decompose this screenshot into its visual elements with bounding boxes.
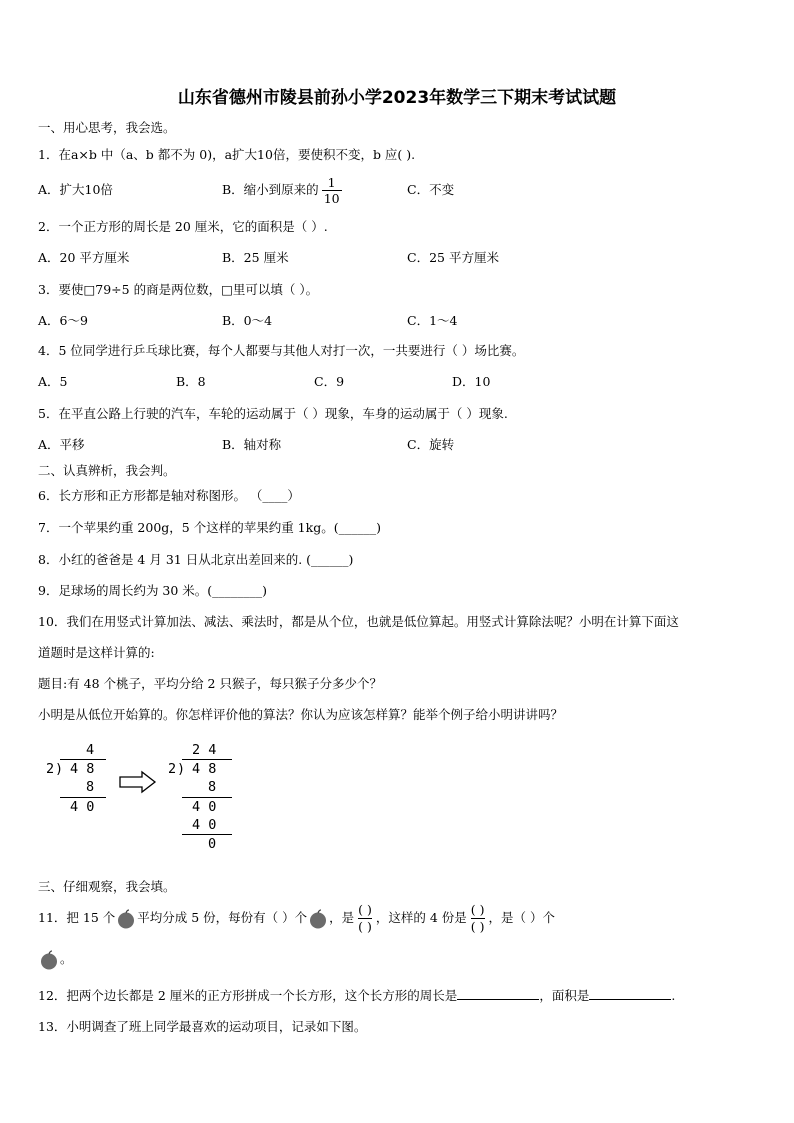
right-arrow-icon <box>118 770 158 794</box>
question-10-line-1: 10．我们在用竖式计算加法、减法、乘法时，都是从个位，也就是低位算起。用竖式计算除法呢？小明在计算下面这 <box>38 614 679 629</box>
q4-option-a: A．5 <box>38 374 68 389</box>
blank-denominator: ( ) <box>470 919 485 934</box>
question-12 <box>38 987 675 1005</box>
section-1-heading: 一、用心思考，我会选。 <box>38 120 176 135</box>
question-11-line-2 <box>38 948 73 970</box>
blank-numerator: ( ) <box>470 902 485 917</box>
apple-icon <box>116 909 136 929</box>
question-10-line-3: 题目:有 48 个桃子，平均分给 2 只猴子，每只猴子分多少个？ <box>38 676 382 691</box>
page-title: 山东省德州市陵县前孙小学2023年数学三下期末考试试题 <box>177 88 617 108</box>
q1-option-c: C．不变 <box>407 182 455 197</box>
q3-option-c: C．1～4 <box>407 313 458 328</box>
q5-option-c: C．旋转 <box>407 437 455 452</box>
perimeter-answer-blank[interactable] <box>457 987 539 1000</box>
right-step-line-1 <box>182 797 232 798</box>
q1-option-b-text: B．缩小到原来的 <box>222 182 319 197</box>
question-10-line-4: 小明是从低位开始算的。你怎样评价他的算法？你认为应该怎样算？能举个例子给小明讲讲吗？ <box>38 707 564 722</box>
apple-icon <box>308 909 328 929</box>
right-step-1: 8 <box>208 779 217 795</box>
q5-option-b: B．轴对称 <box>222 437 282 452</box>
right-step-line-2 <box>182 834 232 835</box>
question-1-stem: 1．在a×b 中（a、b 都不为 0)，a扩大10倍，要使积不变，b 应( ). <box>38 147 416 162</box>
blank-numerator: ( ) <box>358 902 372 917</box>
question-2-stem: 2．一个正方形的周长是 20 厘米，它的面积是（ ）. <box>38 219 328 234</box>
q11-text-1: 11．把 15 个 <box>38 910 116 925</box>
q2-option-b: B．25 厘米 <box>222 250 289 265</box>
fraction-denominator: 10 <box>323 191 340 206</box>
q3-option-a: A．6～9 <box>38 313 88 328</box>
left-dividend: 4 8 <box>70 761 95 777</box>
q2-option-a: A．20 平方厘米 <box>38 250 130 265</box>
left-quotient: 4 <box>86 742 95 758</box>
blank-denominator: ( ) <box>358 919 372 934</box>
blank-fraction-1 <box>358 902 372 935</box>
question-11-line-1 <box>38 898 555 938</box>
fraction-one-tenth <box>322 175 342 206</box>
q3-option-b: B．0～4 <box>222 313 273 328</box>
section-2-heading: 二、认真辨析，我会判。 <box>38 463 176 478</box>
q12-text-1: 12．把两个边长都是 2 厘米的正方形拼成一个长方形，这个长方形的周长是 <box>38 988 458 1003</box>
q2-option-c: C．25 平方厘米 <box>407 250 499 265</box>
question-6: 6．长方形和正方形都是轴对称图形。 （____） <box>38 488 300 503</box>
q4-option-b: B．8 <box>176 374 206 389</box>
question-7: 7．一个苹果约重 200g，5 个这样的苹果约重 1kg。(______) <box>38 520 381 535</box>
q4-option-d: D．10 <box>452 374 491 389</box>
left-bracket: ) <box>55 761 64 777</box>
q11-text-5: ，是（ ）个 <box>488 910 556 925</box>
question-5-stem: 5．在平直公路上行驶的汽车，车轮的运动属于（ ）现象，车身的运动属于（ ）现象. <box>38 406 508 421</box>
blank-fraction-2 <box>471 902 485 935</box>
fraction-numerator: 1 <box>322 175 342 191</box>
question-4-stem: 4．5 位同学进行乒乓球比赛，每个人都要与其他人对打一次，一共要进行（ ）场比赛。 <box>38 343 525 358</box>
right-step-2: 4 0 <box>192 799 217 815</box>
q11-ending: 。 <box>60 951 73 966</box>
q12-text-3: . <box>671 988 676 1003</box>
question-10-line-2: 道题时是这样计算的: <box>38 645 155 660</box>
q11-text-3: ，是 <box>329 910 355 925</box>
left-step-line <box>60 797 106 798</box>
section-3-heading: 三、仔细观察，我会填。 <box>38 879 176 894</box>
q5-option-a: A．平移 <box>38 437 85 452</box>
q1-option-a: A．扩大10倍 <box>38 182 113 197</box>
question-8: 8．小红的爸爸是 4 月 31 日从北京出差回来的. (______) <box>38 552 354 567</box>
question-3-stem: 3．要使□79÷5 的商是两位数，□里可以填（ ）。 <box>38 282 319 297</box>
right-quotient: 2 4 <box>192 742 217 758</box>
left-step-2: 4 0 <box>70 799 95 815</box>
left-divisor: 2 <box>46 761 55 777</box>
right-bracket: ) <box>177 761 186 777</box>
area-answer-blank[interactable] <box>589 987 671 1000</box>
q1-option-b <box>222 172 345 208</box>
right-dividend: 4 8 <box>192 761 217 777</box>
right-divisor: 2 <box>168 761 177 777</box>
q11-text-2: 平均分成 5 份，每份有（ ）个 <box>137 910 308 925</box>
right-division-bar <box>182 759 232 760</box>
right-step-3: 4 0 <box>192 817 217 833</box>
left-step-1: 8 <box>86 779 95 795</box>
long-division-left <box>46 742 116 822</box>
long-division-right <box>168 742 238 854</box>
q12-text-2: ，面积是 <box>539 988 590 1003</box>
q11-text-4: ，这样的 4 份是 <box>375 910 467 925</box>
question-9: 9．足球场的周长约为 30 米。(________) <box>38 583 268 598</box>
question-13: 13．小明调查了班上同学最喜欢的运动项目，记录如下图。 <box>38 1019 367 1034</box>
apple-icon <box>39 950 59 970</box>
left-division-bar <box>60 759 106 760</box>
q4-option-c: C．9 <box>314 374 345 389</box>
right-step-4: 0 <box>208 836 217 852</box>
